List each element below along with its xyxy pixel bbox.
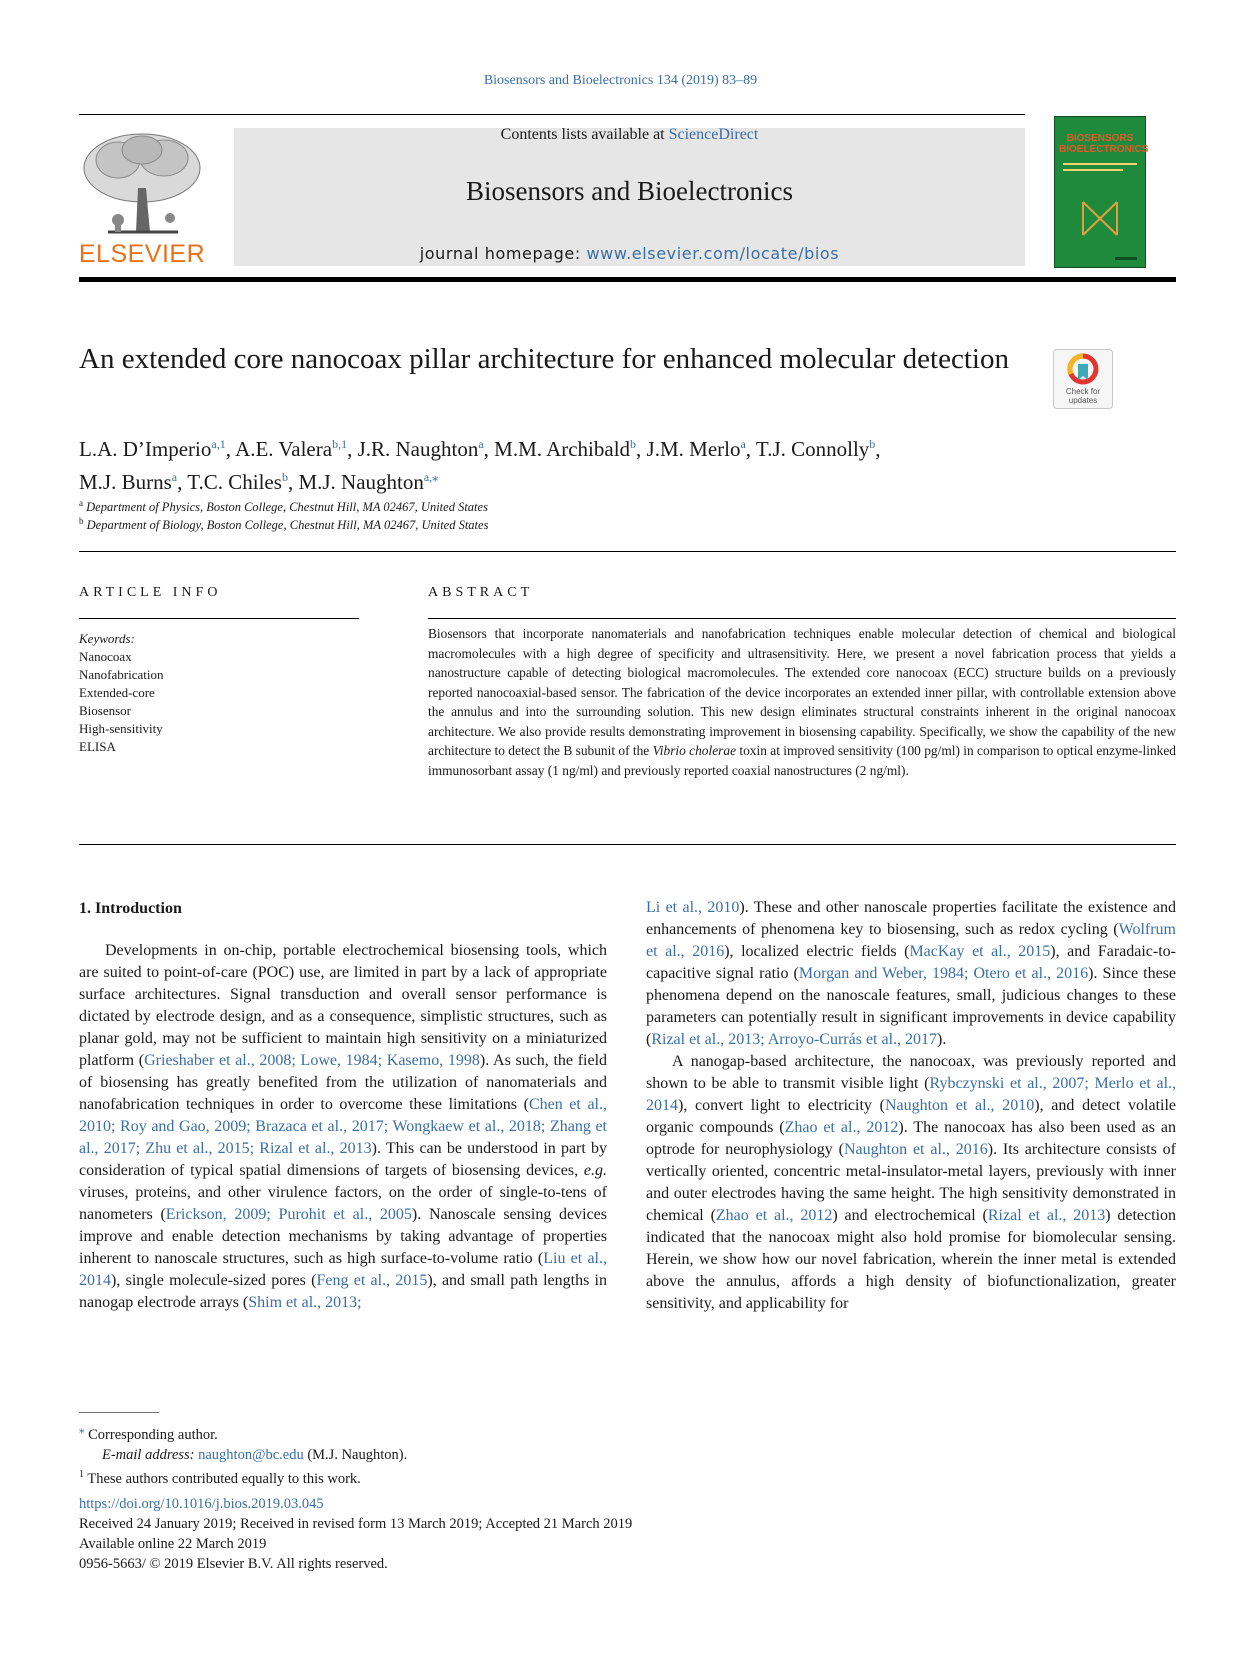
citation-link[interactable]: Li et al., 2010: [646, 899, 740, 916]
author[interactable]: J.R. Naughton: [357, 437, 479, 461]
citation-link[interactable]: Morgan and Weber, 1984; Otero et al., 2016: [798, 965, 1089, 982]
keywords-label: Keywords:: [79, 631, 135, 646]
citation-link[interactable]: Shim et al., 2013;: [248, 1294, 362, 1311]
author[interactable]: A.E. Valera: [235, 437, 333, 461]
check-for-updates-label: Check for updates: [1065, 387, 1101, 405]
keyword[interactable]: Extended-core: [79, 685, 155, 700]
footnotes: [79, 1420, 407, 1489]
author[interactable]: M.J. Burns: [79, 470, 172, 494]
keyword[interactable]: Nanocoax: [79, 649, 132, 664]
keyword[interactable]: Nanofabrication: [79, 667, 164, 682]
affiliation: $^b$ Department of Biology, Boston College, Chestnut Hill, MA 02467, United States: [79, 516, 489, 533]
header-thick-rule: [79, 277, 1176, 282]
received-dates: Received 24 January 2019; Received in revised form 13 March 2019; Accepted 21 March 2019: [79, 1516, 633, 1532]
author[interactable]: M.J. Naughton: [298, 470, 424, 494]
section-rule: [79, 844, 1176, 845]
author-affiliation-mark[interactable]: a: [171, 470, 178, 484]
sciencedirect-link[interactable]: ScienceDirect: [668, 126, 759, 143]
citation-link[interactable]: Rizal et al., 2013; Arroyo-Currás et al., 2017: [651, 1031, 938, 1048]
abstract-rule: [428, 618, 1176, 619]
body-column-left: Developments in on-chip, portable electrochemical biosensing tools, which are suited to point-of-care (POC) use, are limited in part by a lack of appropriate surface architectures. Signal transduction and overall sensor performance is dictated by electrode design, and as a consequence, simplistic structures, such as planar gold, may not be sufficient to maintain high sensitivity on a miniaturized platform (Grieshaber et al., 2008; Lowe, 1984; Kasemo, 1998). As such, the field of biosensing has greatly benefited from the utilization of nanomaterials and nanofabrication techniques in order to overcome these limitations (Chen et al., 2010; Roy and Gao, 2009; Brazaca et al., 2017; Wongkaew et al., 2018; Zhang et al., 2017; Zhu et al., 2015; Rizal et al., 2013). This can be understood in part by consideration of typical spatial dimensions of targets of biosensing devices, e.g. viruses, proteins, and other virulence factors, on the order of single-to-tens of nanometers (Erickson, 2009; Purohit et al., 2005). Nanoscale sensing devices improve and enable detection mechanisms by taking advantage of properties inherent to nanoscale structures, such as high surface-to-volume ratio (Liu et al., 2014), single molecule-sized pores (Feng et al., 2015), and small path lengths in nanogap electrode arrays (Shim et al., 2013;: [79, 942, 608, 1311]
citation-link[interactable]: Naughton et al., 2010: [884, 1097, 1035, 1114]
citation-link[interactable]: MacKay et al., 2015: [909, 943, 1051, 960]
contents-line: Contents lists available at ScienceDirect: [500, 126, 759, 143]
keyword[interactable]: ELISA: [79, 739, 116, 754]
check-for-updates-button[interactable]: [1053, 349, 1113, 409]
article-info-rule: [79, 618, 359, 619]
keyword[interactable]: High-sensitivity: [79, 721, 163, 736]
author[interactable]: M.M. Archibald: [494, 437, 631, 461]
author-affiliation-mark[interactable]: b: [630, 437, 637, 451]
corresponding-footnote: ⁎ Corresponding author.: [79, 1424, 218, 1443]
journal-citation[interactable]: Biosensors and Bioelectronics 134 (2019) 83–89: [483, 73, 758, 88]
body-column-right: Li et al., 2010). These and other nanoscale properties facilitate the existence and enhancements of phenomena key to biosensing, such as redox cycling (Wolfrum et al., 2016), localized electric fields (MacKay et al., 2015), and Faradaic-to-capacitive signal ratio (Morgan and Weber, 1984; Otero et al., 2016). Since these phenomena depend on the nanoscale features, small, judicious changes to these parameters can potentially result in significant improvements in device capability (Rizal et al., 2013; Arroyo-Currás et al., 2017). A nanogap-based architecture, the nanocoax, was previously reported and shown to be able to transmit visible light (Rybczynski et al., 2007; Merlo et al., 2014), convert light to electricity (Naughton et al., 2010), and detect volatile organic compounds (Zhao et al., 2012). The nanocoax has also been used as an optrode for neurophysiology (Naughton et al., 2016). Its architecture consists of vertically oriented, concentric metal-insulator-metal layers, previously with inner and outer electrodes having the same height. The high sensitivity demonstrated in chemical (Zhao et al., 2012) and electrochemical (Rizal et al., 2013) detection indicated that the nanocoax might also hold promise for biomolecular sensing. Herein, we show how our novel fabrication, wherein the inner metal is extended above the annulus, affords a high density of biofunctionalization, greater sensitivity, and applicability for: [646, 899, 1177, 1312]
introduction-heading: 1. Introduction: [79, 900, 182, 917]
citation-link[interactable]: Feng et al., 2015: [316, 1272, 428, 1289]
doi-link[interactable]: https://doi.org/10.1016/j.bios.2019.03.045: [79, 1496, 324, 1512]
citation-link[interactable]: Naughton et al., 2016: [843, 1141, 988, 1158]
elsevier-wordmark: ELSEVIER: [78, 240, 206, 268]
citation-link[interactable]: Grieshaber et al., 2008; Lowe, 1984; Kasemo, 1998: [144, 1052, 480, 1069]
copyright: 0956-5663/ © 2019 Elsevier B.V. All rights reserved.: [79, 1556, 388, 1572]
keywords-block: [79, 630, 163, 756]
citation-link[interactable]: Chen et al., 2010; Roy and Gao, 2009; Brazaca et al., 2017; Wongkaew et al., 2018; Zhang et al., 2017; Zhu et al., 2015; Rizal et al., 2013: [79, 1096, 607, 1157]
affiliation: $^a$ Department of Physics, Boston College, Chestnut Hill, MA 02467, United States: [79, 498, 488, 515]
publication-info: [79, 1494, 632, 1574]
journal-name: Biosensors and Bioelectronics: [466, 176, 793, 206]
section-rule: [79, 551, 1176, 552]
author-list: L.A. D’Imperio$^{a,1}$, A.E. Valera$^{b,1}$, J.R. Naughton$^a$, M.M. Archibald$^b$, J.M. Merlo$^a$, T.J. Connolly$^b$, M.J. Burns$^a$, T.C. Chiles$^b$, M.J. Naughton$^{a,⁎}$: [79, 437, 881, 494]
available-online: Available online 22 March 2019: [79, 1536, 267, 1552]
article-title: An extended core nanocoax pillar architecture for enhanced molecular detection: [79, 343, 1009, 375]
author[interactable]: J.M. Merlo: [646, 437, 741, 461]
author-affiliation-mark[interactable]: b: [869, 437, 876, 451]
cover-title: BIOSENSORS BIOELECTRONICS: [1059, 133, 1149, 155]
author-affiliation-mark[interactable]: a,1: [211, 437, 226, 451]
equal-contribution-footnote: $^1$ These authors contributed equally to this work.: [79, 1468, 361, 1487]
author-affiliation-mark[interactable]: a,⁎: [423, 470, 439, 484]
homepage-line: journal homepage: www.elsevier.com/locate/bios: [419, 244, 840, 263]
footnote-rule: [79, 1412, 159, 1413]
citation-link[interactable]: Zhao et al., 2012: [784, 1119, 899, 1136]
author-affiliation-mark[interactable]: a: [478, 437, 484, 451]
email-footnote: E-mail address: naughton@bc.edu (M.J. Naughton).: [102, 1446, 408, 1463]
abstract-text: Biosensors that incorporate nanomaterials and nanofabrication techniques enable molecular detection of chemical and biological macromolecules with a high degree of specificity and ultrasensitivity. Here, we present a novel fabrication process that yields a nanostructure capable of detecting biological macromolecules. The extended core nanocoax (ECC) structure builds on a previously reported nanocoaxial-based sensor. The fabrication of the device incorporates an extended inner pillar, with controllable extension above the annulus and into the surrounding solution. This new design eliminates structural constraints inherent in the original nanocoax architecture. We also provide results demonstrating improvement in biosensing capability. Specifically, we show the capability of the new architecture to detect the B subunit of the Vibrio cholerae toxin at improved sensitivity (100 pg/ml) in comparison to optical enzyme-linked immunosorbant assay (1 ng/ml) and previously reported coaxial nanostructures (2 ng/ml).: [428, 626, 1176, 778]
email-link[interactable]: naughton@bc.edu: [198, 1446, 304, 1463]
author[interactable]: L.A. D’Imperio: [79, 437, 212, 461]
citation-link[interactable]: Zhao et al., 2012: [715, 1207, 833, 1224]
citation-link[interactable]: Rybczynski et al., 2007; Merlo et al., 2014: [646, 1075, 1177, 1114]
citation-link[interactable]: Erickson, 2009; Purohit et al., 2005: [165, 1206, 412, 1223]
citation-link[interactable]: Wolfrum et al., 2016: [646, 921, 1176, 960]
abstract-heading: ABSTRACT: [428, 585, 534, 600]
journal-cover-image: [1054, 116, 1149, 268]
citation-link[interactable]: Liu et al., 2014: [79, 1250, 608, 1289]
keyword[interactable]: Biosensor: [79, 703, 131, 718]
header-top-rule: [79, 114, 1025, 115]
author-affiliation-mark[interactable]: b: [281, 470, 288, 484]
citation-link[interactable]: Rizal et al., 2013: [987, 1207, 1106, 1224]
author-affiliation-mark[interactable]: a: [740, 437, 746, 451]
homepage-link[interactable]: www.elsevier.com/locate/bios: [586, 244, 840, 263]
author-affiliation-mark[interactable]: b,1: [332, 437, 348, 451]
article-info-heading: ARTICLE INFO: [79, 585, 222, 600]
author[interactable]: T.C. Chiles: [187, 470, 282, 494]
author[interactable]: T.J. Connolly: [755, 437, 870, 461]
